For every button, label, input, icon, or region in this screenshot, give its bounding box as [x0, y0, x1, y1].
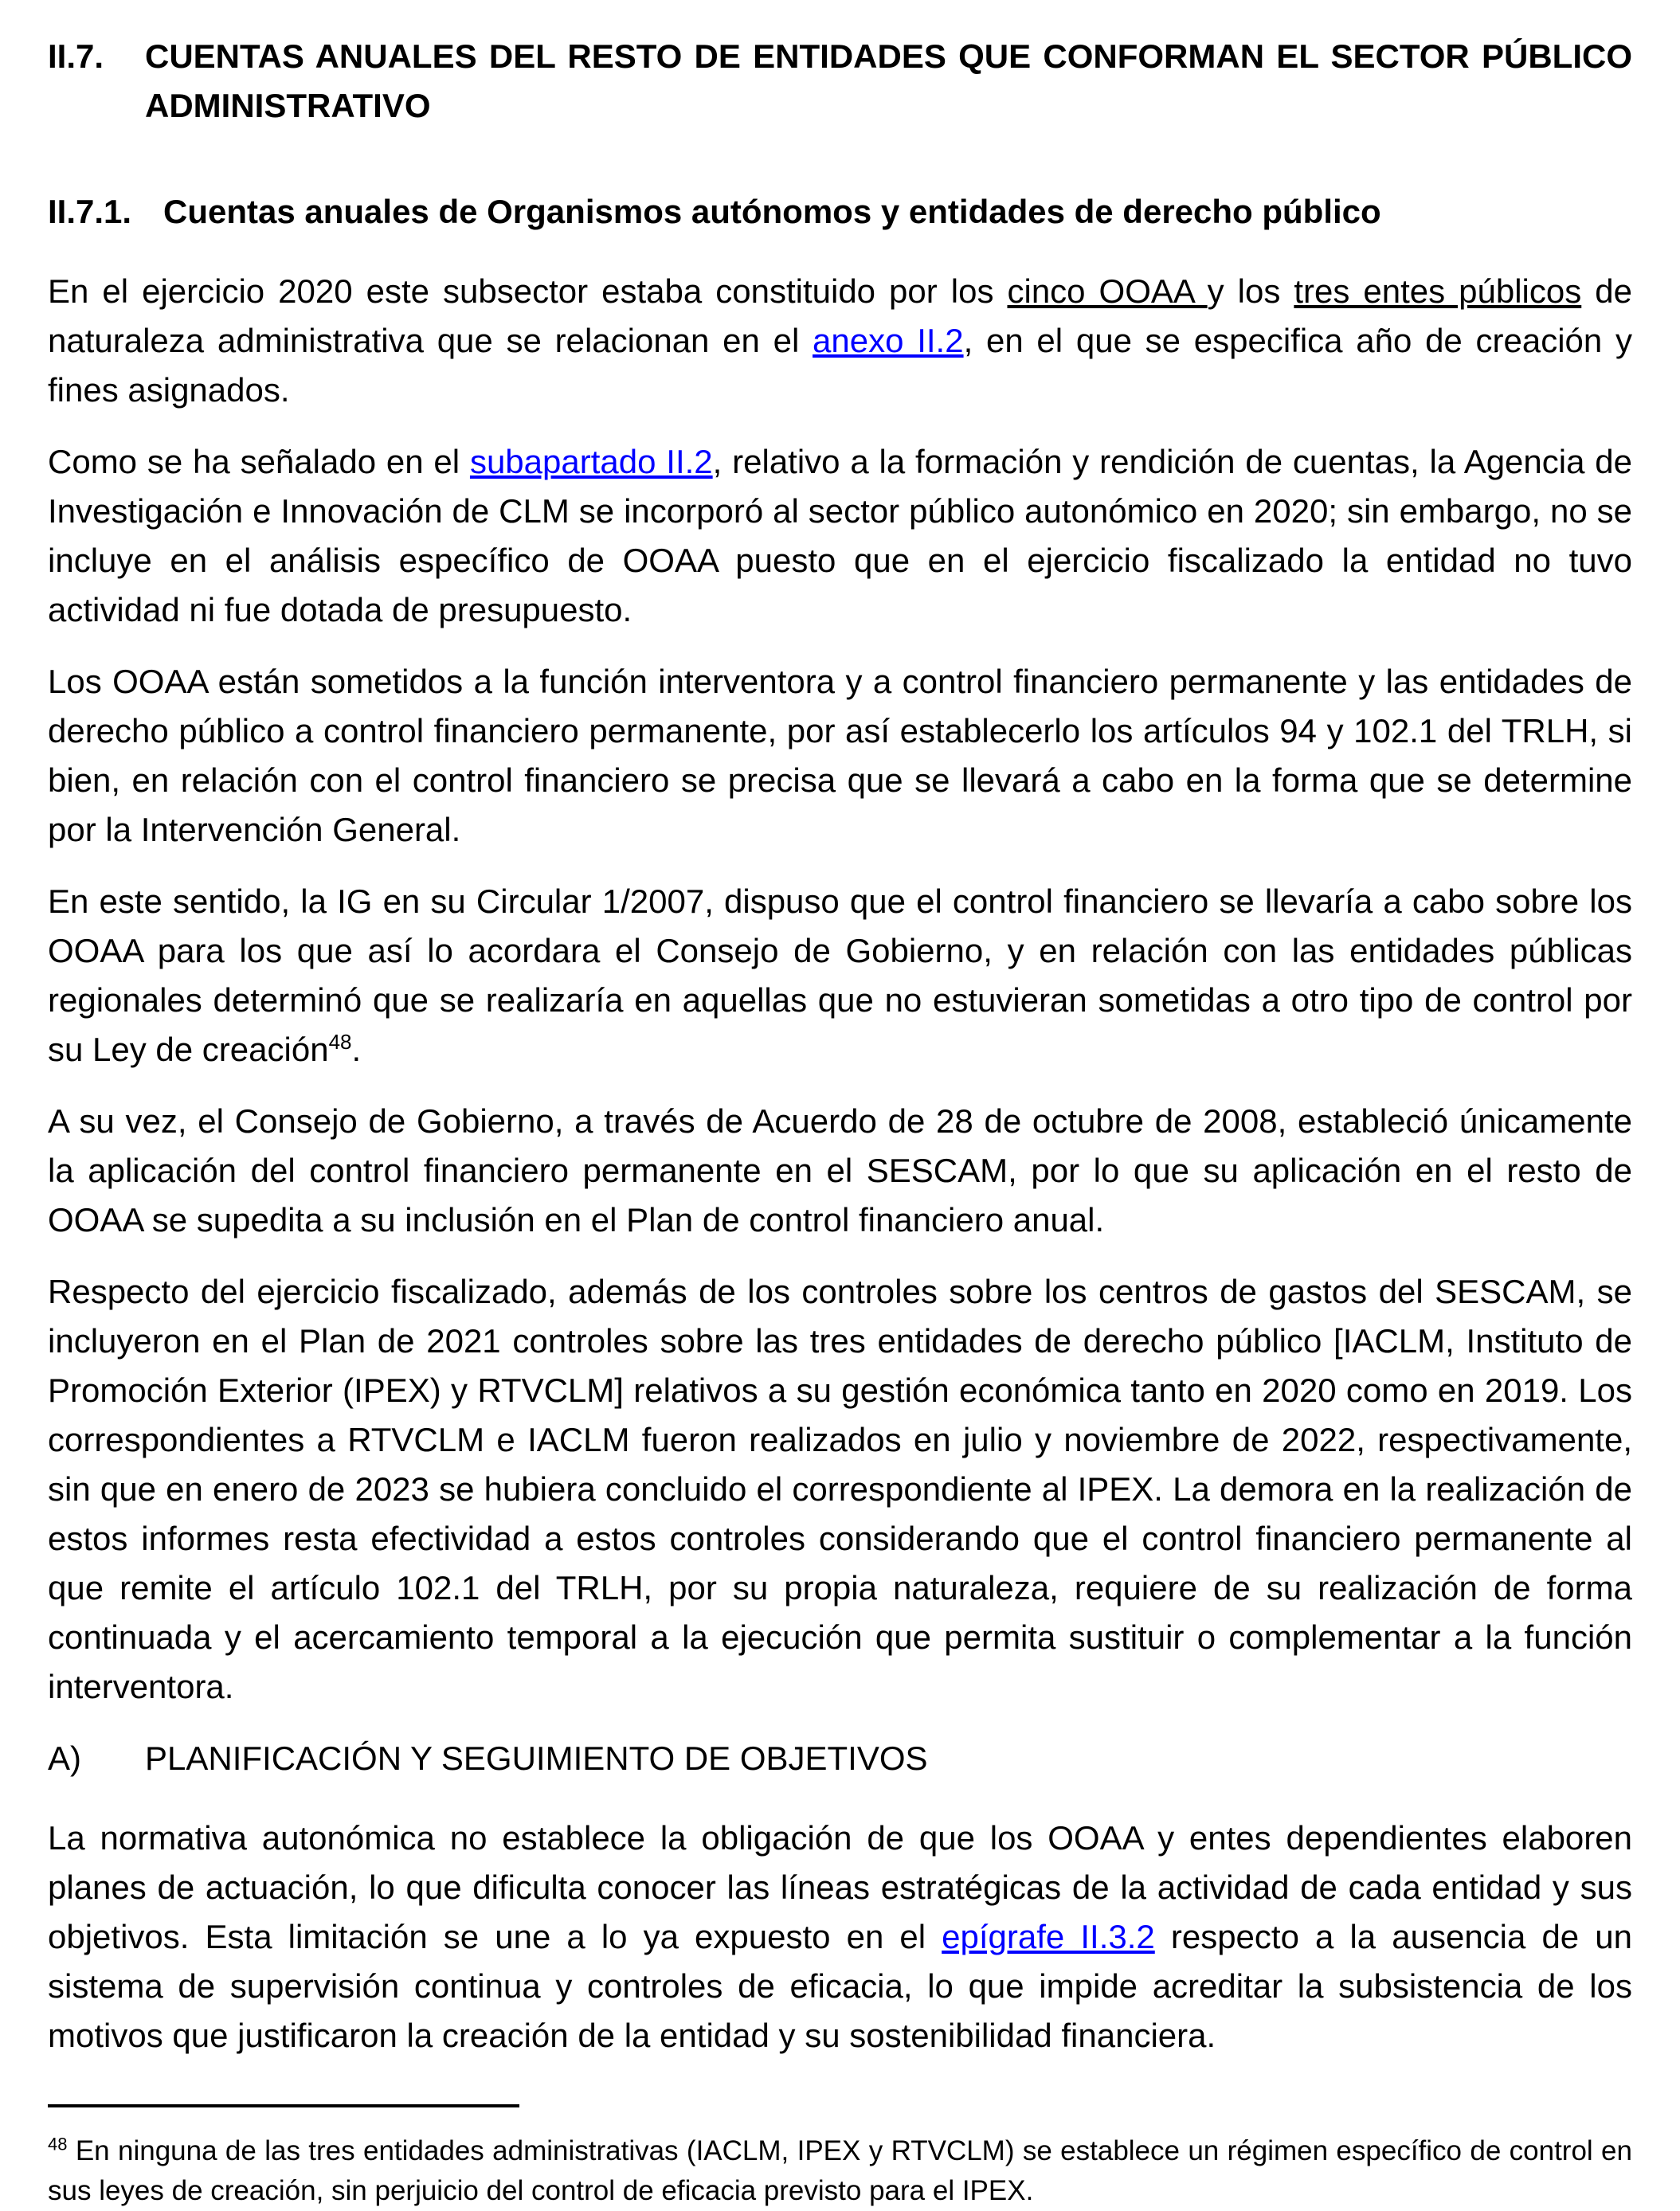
text-run: En el ejercicio 2020 este subsector estaba constituido por los [48, 272, 1008, 310]
text-run: Los OOAA están sometidos a la función interventora y a control financiero permanente y las entidades de derecho público a control financiero permanente, por así establecerlo los artículos 94 y 102.1 del TRLH, si bien, en relación con el control financiero se precisa que se llevará a cabo en la forma que se determine por la Intervención General. [48, 663, 1632, 848]
text-run: de naturaleza administrativa que se relacionan en el [48, 272, 1632, 359]
heading-title: PLANIFICACIÓN Y SEGUIMIENTO DE OBJETIVOS [145, 1739, 928, 1777]
subsection-number: II.7.1. [48, 193, 132, 230]
text-run: A su vez, el Consejo de Gobierno, a través de Acuerdo de 28 de octubre de 2008, estableció únicamente la aplicación del control financiero permanente en el SESCAM, por lo que su aplicación en el resto de OOAA se supedita a su inclusión en el Plan de control financiero anual. [48, 1102, 1632, 1239]
text-run: . [351, 1031, 362, 1068]
underline-cinco-ooaa: cinco OOAA [1007, 272, 1208, 310]
footnote-separator-rule [48, 2104, 519, 2107]
text-run: Respecto del ejercicio fiscalizado, además de los controles sobre los centros de gastos del SESCAM, se incluyeron en el Plan de 2021 controles sobre las tres entidades de derecho público [IACLM, Instituto de Promoción Exterior (IPEX) y RTVCLM] relativos a su gestión económica tanto en 2020 como en 2019. Los correspondientes a RTVCLM e IACLM fueron realizados en julio y noviembre de 2022, respectivamente, sin que en enero de 2023 se hubiera concluido el correspondiente al IPEX. La demora en la realización de estos informes resta efectividad a estos controles considerando que el control financiero permanente al que remite el artículo 102.1 del TRLH, por su propia naturaleza, requiere de su realización de forma continuada y el acercamiento temporal a la ejecución que permita sustituir o complementar a la función interventora. [48, 1273, 1632, 1705]
footnote-marker-48: 48 [48, 2134, 68, 2154]
paragraph-2 [48, 437, 1632, 635]
paragraph-7 [48, 1814, 1632, 2060]
footnote-area [48, 2104, 1632, 2211]
subsection-heading-ii71 [48, 187, 1632, 237]
paragraph-1 [48, 267, 1632, 415]
footnote-48 [48, 2131, 1632, 2211]
text-run: En este sentido, la IG en su Circular 1/2007, dispuso que el control financiero se llevaría a cabo sobre los OOAA para los que así lo acordara el Consejo de Gobierno, y en relación con las entidades públicas regionales determinó que se realizaría en aquellas que no estuvieran sometidas a otro tipo de control por su Ley de creación [48, 882, 1632, 1068]
text-run: La normativa autonómica no establece la obligación de que los OOAA y entes dependientes elaboren planes de actuación, lo que dificulta conocer las líneas estratégicas de la actividad de cada entidad y sus objetivos. Esta limitación se une a lo ya expuesto en el [48, 1819, 1632, 1955]
text-run: respecto a la ausencia de un sistema de supervisión continua y controles de eficacia, lo que impide acreditar la subsistencia de los motivos que justificaron la creación de la entidad y su sostenibilidad financiera. [48, 1918, 1632, 2054]
heading-letter: A) [48, 1739, 81, 1777]
paragraph-6 [48, 1267, 1632, 1712]
link-anexo-ii-2[interactable]: anexo II.2 [813, 322, 964, 359]
text-run: y los [1207, 272, 1294, 310]
subsection-title: Cuentas anuales de Organismos autónomos y entidades de derecho público [163, 193, 1381, 230]
underline-tres-entes-publicos: tres entes públicos [1294, 272, 1582, 310]
heading-a-planificacion [48, 1734, 1632, 1783]
section-number: II.7. [48, 37, 104, 75]
paragraph-3 [48, 657, 1632, 855]
text-run: Como se ha señalado en el [48, 443, 470, 480]
footnote-text: En ninguna de las tres entidades administrativas (IACLM, IPEX y RTVCLM) se establece un régimen específico de control en sus leyes de creación, sin perjuicio del control de eficacia previsto para el IPEX. [48, 2135, 1632, 2206]
paragraph-4 [48, 877, 1632, 1074]
text-run: , relativo a la formación y rendición de cuentas, la Agencia de Investigación e Innovación de CLM se incorporó al sector público autonómico en 2020; sin embargo, no se incluye en el análisis específico de OOAA puesto que en el ejercicio fiscalizado la entidad no tuvo actividad ni fue dotada de presupuesto. [48, 443, 1633, 628]
footnote-reference-48: 48 [328, 1030, 352, 1054]
link-epigrafe-ii-3-2[interactable]: epígrafe II.3.2 [942, 1918, 1155, 1955]
text-run: , en el que se especifica año de creación y fines asignados. [48, 322, 1633, 409]
link-subapartado-ii-2[interactable]: subapartado II.2 [469, 443, 713, 480]
paragraph-5 [48, 1097, 1632, 1245]
section-heading-ii7 [48, 32, 1632, 131]
section-title: CUENTAS ANUALES DEL RESTO DE ENTIDADES QUE CONFORMAN EL SECTOR PÚBLICO ADMINISTRATIVO [145, 37, 1632, 124]
